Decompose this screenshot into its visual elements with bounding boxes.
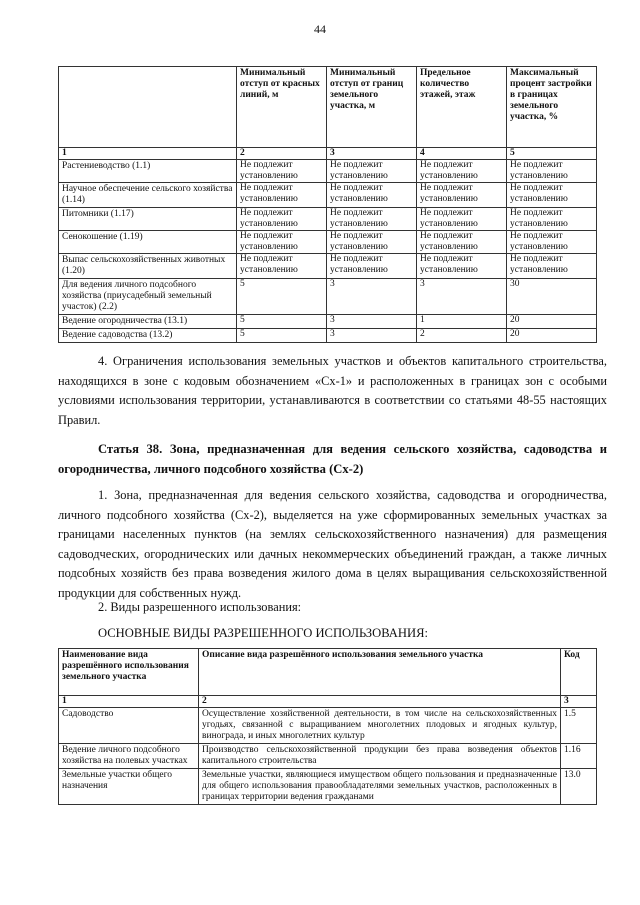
table-row <box>59 708 597 744</box>
cell-value: Не подлежит установлению <box>237 208 327 231</box>
cell-value: Не подлежит установлению <box>417 231 507 254</box>
cell-value: Не подлежит установлению <box>327 183 417 208</box>
table-header-row <box>59 649 597 696</box>
column-number: 3 <box>561 696 597 708</box>
article-heading: Статья 38. Зона, предназначенная для ведения сельского хозяйства, садоводства и огородничества, личного подсобного хозяйства (Сх-2) <box>58 442 607 476</box>
permitted-uses-table <box>58 648 597 805</box>
cell-value: Не подлежит установлению <box>327 208 417 231</box>
use-name: Ведение садоводства (13.2) <box>59 329 237 343</box>
cell-value: 5 <box>237 279 327 315</box>
header-cell: Минимальный отступ от границ земельного участка, м <box>327 67 417 148</box>
header-cell: Наименование вида разрешённого использования земельного участка <box>59 649 199 696</box>
cell-value: Не подлежит установлению <box>327 231 417 254</box>
parameters-table <box>58 66 597 343</box>
use-name: Садоводство <box>59 708 199 744</box>
cell-value: 5 <box>237 315 327 329</box>
use-description: Земельные участки, являющиеся имуществом общего пользования и предназначенные для общего использования правообладателями земельных участков, расположенных в границах территории ведения гражданами <box>199 769 561 805</box>
cell-value: 5 <box>237 329 327 343</box>
zone-description-paragraph: 1. Зона, предназначенная для ведения сельского хозяйства, садоводства и огородничества, личного подсобного хозяйства (Сх-2), выделяется на уже сформированных земельных участках за границами населенных пунктов (на землях сельскохозяйственного назначения) для размещения садоводческих, огороднических или дачных некоммерческих объединений граждан, а также личных подсобных хозяйств без права возведения жилого дома в целях выращивания сельскохозяйственной продукции для собственных нужд. <box>58 488 607 600</box>
header-cell: Описание вида разрешённого использования земельного участка <box>199 649 561 696</box>
column-number: 4 <box>417 148 507 160</box>
use-code: 13.0 <box>561 769 597 805</box>
table-row <box>59 315 597 329</box>
cell-value: 20 <box>507 329 597 343</box>
table-row <box>59 231 597 254</box>
use-name: Питомники (1.17) <box>59 208 237 231</box>
column-number: 3 <box>327 148 417 160</box>
cell-value: Не подлежит установлению <box>327 160 417 183</box>
cell-value: Не подлежит установлению <box>327 254 417 279</box>
cell-value: Не подлежит установлению <box>237 183 327 208</box>
header-cell: Максимальный процент застройки в границах земельного участка, % <box>507 67 597 148</box>
use-name: Для ведения личного подсобного хозяйства (приусадебный земельный участок) (2.2) <box>59 279 237 315</box>
table-row <box>59 769 597 805</box>
table-row <box>59 279 597 315</box>
cell-value: Не подлежит установлению <box>417 183 507 208</box>
column-number: 2 <box>237 148 327 160</box>
header-cell: Предельное количество этажей, этаж <box>417 67 507 148</box>
column-number-row <box>59 148 597 160</box>
cell-value: 1 <box>417 315 507 329</box>
header-cell: Минимальный отступ от красных линий, м <box>237 67 327 148</box>
use-name: Научное обеспечение сельского хозяйства (1.14) <box>59 183 237 208</box>
header-cell <box>59 67 237 148</box>
header-cell: Код <box>561 649 597 696</box>
cell-value: Не подлежит установлению <box>507 183 597 208</box>
use-name: Растениеводство (1.1) <box>59 160 237 183</box>
column-number-row <box>59 696 597 708</box>
table-row <box>59 254 597 279</box>
use-description: Осуществление хозяйственной деятельности, в том числе на сельскохозяйственных угодьях, связанной с выращиванием многолетних плодовых и ягодных культур, винограда, и иных многолетних культур <box>199 708 561 744</box>
cell-value: 3 <box>327 315 417 329</box>
table-row <box>59 160 597 183</box>
cell-value: Не подлежит установлению <box>417 160 507 183</box>
table-row <box>59 208 597 231</box>
cell-value: Не подлежит установлению <box>507 160 597 183</box>
column-number: 1 <box>59 148 237 160</box>
use-code: 1.5 <box>561 708 597 744</box>
cell-value: Не подлежит установлению <box>237 254 327 279</box>
use-name: Ведение огородничества (13.1) <box>59 315 237 329</box>
cell-value: 30 <box>507 279 597 315</box>
cell-value: Не подлежит установлению <box>507 254 597 279</box>
main-uses-subheading: ОСНОВНЫЕ ВИДЫ РАЗРЕШЕННОГО ИСПОЛЬЗОВАНИЯ: <box>98 626 428 640</box>
use-name: Выпас сельскохозяйственных животных (1.20) <box>59 254 237 279</box>
use-name: Земельные участки общего назначения <box>59 769 199 805</box>
page-number: 44 <box>314 22 326 36</box>
column-number: 1 <box>59 696 199 708</box>
table-row <box>59 183 597 208</box>
table-row <box>59 744 597 769</box>
column-number: 2 <box>199 696 561 708</box>
permitted-uses-paragraph: 2. Виды разрешенного использования: <box>98 600 302 614</box>
cell-value: Не подлежит установлению <box>417 208 507 231</box>
cell-value: 2 <box>417 329 507 343</box>
use-name: Ведение личного подсобного хозяйства на полевых участках <box>59 744 199 769</box>
cell-value: 20 <box>507 315 597 329</box>
use-code: 1.16 <box>561 744 597 769</box>
table-row <box>59 329 597 343</box>
cell-value: Не подлежит установлению <box>507 231 597 254</box>
cell-value: 3 <box>327 329 417 343</box>
cell-value: Не подлежит установлению <box>507 208 597 231</box>
use-name: Сенокошение (1.19) <box>59 231 237 254</box>
cell-value: Не подлежит установлению <box>237 231 327 254</box>
cell-value: 3 <box>327 279 417 315</box>
cell-value: 3 <box>417 279 507 315</box>
cell-value: Не подлежит установлению <box>237 160 327 183</box>
column-number: 5 <box>507 148 597 160</box>
table-header-row <box>59 67 597 148</box>
cell-value: Не подлежит установлению <box>417 254 507 279</box>
use-description: Производство сельскохозяйственной продукции без права возведения объектов капитального строительства <box>199 744 561 769</box>
restrictions-paragraph: 4. Ограничения использования земельных участков и объектов капитального строительства, находящихся в зоне с кодовым обозначением «Сх-1» и расположенных в границах зон с особыми условиями использования территории, устанавливаются в соответствии со статьями 48-55 настоящих Правил. <box>58 354 607 427</box>
